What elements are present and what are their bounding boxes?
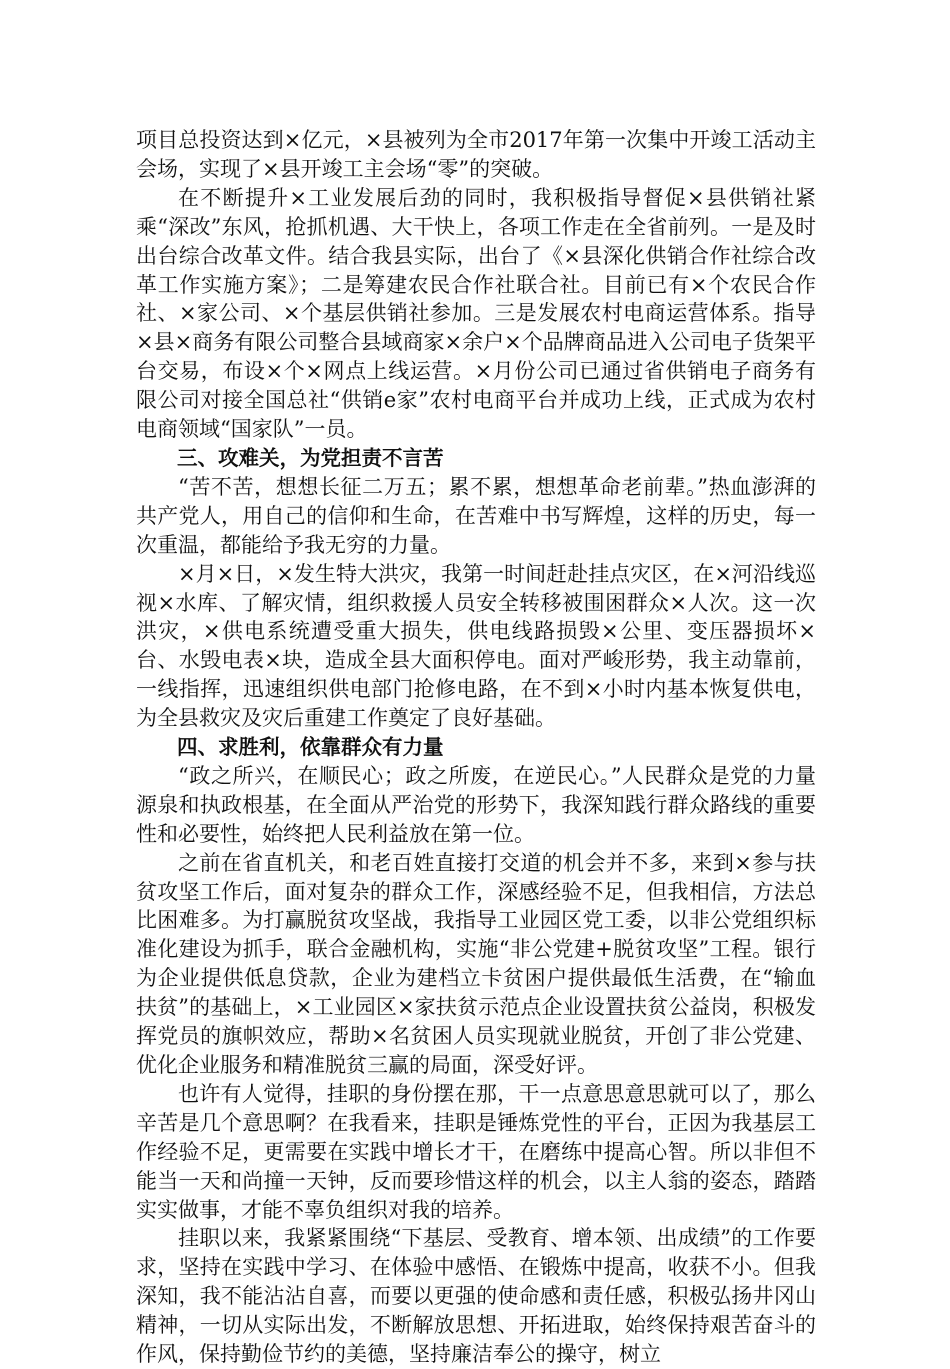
paragraph-5: “政之所兴，在顺民心；政之所废，在逆民心。”人民群众是党的力量源泉和执政根基，在全面从严治党的形势下，我深知践行群众路线的重要性和必要性，始终把人民利益放在第一位。 (136, 763, 816, 846)
paragraph-7: 也许有人觉得，挂职的身份摆在那，干一点意思意思就可以了，那么辛苦是几个意思啊？在我看来，挂职是锤炼党性的平台，正因为我基层工作经验不足，更需要在实践中增长才干，在磨练中提高心智。所以非但不能当一天和尚撞一天钟，反而要珍惜这样的机会，以主人翁的姿态，踏踏实实做事，才能不辜负组织对我的培养。 (136, 1081, 816, 1222)
paragraph-2: 在不断提升×工业发展后劲的同时，我积极指导督促×县供销社紧乘“深改”东风，抢抓机遇、大干快上，各项工作走在全省前列。一是及时出台综合改革文件。结合我县实际，出台了《×县深化供销合作社综合改革工作实施方案》；二是筹建农民合作社联合社。目前已有×个农民合作社、×家公司、×个基层供销社参加。三是发展农村电商运营体系。指导×县×商务有限公司整合县域商家×余户×个品牌商品进入公司电子货架平台交易，布设×个×网点上线运营。×月份公司已通过省供销电子商务有限公司对接全国总社“供销e家”农村电商平台并成功上线，正式成为农村电商领域“国家队”一员。 (136, 185, 816, 442)
paragraph-1: 项目总投资达到×亿元，×县被列为全市2017年第一次集中开竣工活动主会场，实现了×县开竣工主会场“零”的突破。 (136, 128, 816, 181)
paragraph-3: “苦不苦，想想长征二万五；累不累，想想革命老前辈。”热血澎湃的共产党人，用自己的信仰和生命，在苦难中书写辉煌，这样的历史，每一次重温，都能给予我无穷的力量。 (136, 474, 816, 557)
section-heading-4: 四、求胜利，依靠群众有力量 (177, 735, 444, 760)
paragraph-8: 挂职以来，我紧紧围绕“下基层、受教育、增本领、出成绩”的工作要求，坚持在实践中学习、在体验中感悟、在锻炼中提高，收获不小。但我深知，我不能沾沾自喜，而要以更强的使命感和责任感，积极弘扬井冈山精神，一切从实际出发，不断解放思想、开拓进取，始终保持艰苦奋斗的作风，保持勤俭节约的美德，坚持廉洁奉公的操守，树立 (136, 1226, 816, 1367)
paragraph-6: 之前在省直机关，和老百姓直接打交道的机会并不多，来到×参与扶贫攻坚工作后，面对复杂的群众工作，深感经验不足，但我相信，方法总比困难多。为打赢脱贫攻坚战，我指导工业园区党工委，以非公党组织标准化建设为抓手，联合金融机构，实施“非公党建+脱贫攻坚”工程。银行为企业提供低息贷款，企业为建档立卡贫困户提供最低生活费，在“输血扶贫”的基础上，×工业园区×家扶贫示范点企业设置扶贫公益岗，积极发挥党员的旗帜效应，帮助×名贫困人员实现就业脱贫，开创了非公党建、优化企业服务和精准脱贫三赢的局面，深受好评。 (136, 850, 816, 1077)
section-heading-3: 三、攻难关，为党担责不言苦 (177, 445, 444, 470)
document-page (136, 126, 816, 1369)
paragraph-4: ×月×日，×发生特大洪灾，我第一时间赶赴挂点灾区，在×河沿线巡视×水库、了解灾情，组织救援人员安全转移被围困群众×人次。这一次洪灾，×供电系统遭受重大损失，供电线路损毁×公里、变压器损坏×台、水毁电表×块，造成全县大面积停电。面对严峻形势，我主动靠前，一线指挥，迅速组织供电部门抢修电路，在不到×小时内基本恢复供电，为全县救灾及灾后重建工作奠定了良好基础。 (136, 561, 816, 731)
